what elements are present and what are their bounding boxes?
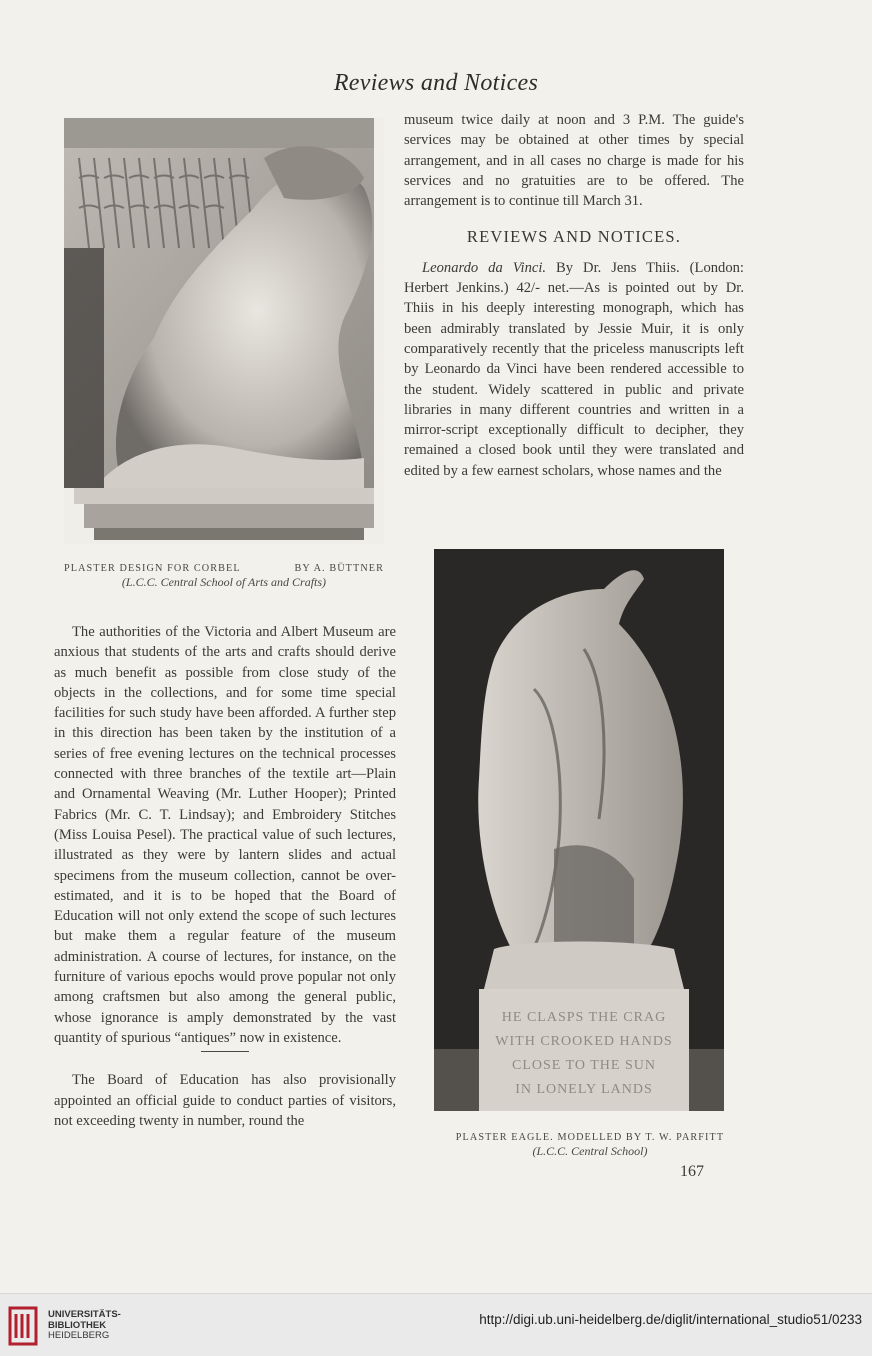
- library-line-3: HEIDELBERG: [48, 1330, 110, 1341]
- section-heading: REVIEWS AND NOTICES.: [466, 227, 682, 247]
- review-paragraph: [404, 258, 744, 481]
- inscription-line-2: WITH CROOKED HANDS: [495, 1034, 673, 1049]
- caption-eagle-title: PLASTER EAGLE. MODELLED BY T. W. PARFITT: [455, 1132, 725, 1143]
- inscription-line-4: IN LONELY LANDS: [515, 1082, 653, 1097]
- section-rule: [201, 1051, 249, 1052]
- caption-eagle: [420, 1132, 760, 1159]
- library-line-1: UNIVERSITÄTS-: [48, 1309, 121, 1320]
- caption-corbel-artist: BY A. BÜTTNER: [294, 563, 384, 574]
- corbel-sculpture-illustration: [64, 118, 384, 544]
- source-url-link[interactable]: http://digi.ub.uni-heidelberg.de/diglit/international_studio51/0233: [479, 1312, 862, 1327]
- review-title: Leonardo da Vinci.: [422, 259, 547, 276]
- library-line-2: BIBLIOTHEK: [48, 1319, 107, 1331]
- plate-corbel-image: [64, 118, 384, 544]
- inscription-line-1: HE CLASPS THE CRAG: [501, 1010, 667, 1025]
- eagle-sculpture-illustration: [434, 549, 724, 1111]
- caption-corbel-title: PLASTER DESIGN FOR CORBEL: [64, 563, 241, 574]
- library-name[interactable]: [48, 1310, 121, 1342]
- caption-eagle-school: (L.C.C. Central School): [532, 1144, 648, 1158]
- museum-paragraph: The authorities of the Victoria and Albert Museum are anxious that students of the arts and crafts should derive as much benefit as possible from close study of the objects in the collections, and for some time special facilities for such study have been afforded. A further step in this direction has been taken by the institution of a series of free evening lectures on the technical processes connected with three branches of the textile art—Plain and Ornamental Weaving (Mr. Luther Hooper); Printed Fabrics (Mr. C. T. Lindsay); and Embroidery Stitches (Miss Louisa Pesel). The practical value of such lectures, illustrated as they were by lantern slides and actual specimens from the museum collection, cannot be over-estimated, and it is to be hoped that the Board of Education will not only extend the scope of such lectures but make them a regular feature of the museum administration. A course of lectures, for instance, on the furniture of various epochs would prove popular not only among craftsmen but also among the general public, whose ignorance is amply demonstrated by the vast quantity of spurious “antiques” now in existence.: [54, 624, 396, 1046]
- page-number: 167: [680, 1163, 704, 1180]
- right-column-top: [404, 110, 744, 481]
- library-logo-icon[interactable]: [8, 1306, 38, 1346]
- guide-paragraph: The Board of Education has also provisionally appointed an official guide to conduct parties of visitors, not exceeding twenty in number, round the: [54, 1072, 396, 1129]
- left-column-body: [54, 622, 396, 1131]
- caption-corbel-school: (L.C.C. Central School of Arts and Crafts): [121, 575, 327, 589]
- right-continued-paragraph: museum twice daily at noon and 3 P.M. The guide's services may be obtained at other times by special arrangement, and in all cases no charge is made for his services and no gratuities are to be offered. The arrangement is to continue till March 31.: [404, 112, 744, 210]
- caption-corbel: [64, 563, 384, 590]
- review-text: By Dr. Jens Thiis. (London: Herbert Jenkins.) 42/- net.—As is pointed out by Dr. Thiis in his deeply interesting monograph, which has been admirably translated by Jessie Muir, it is only comparatively recently that the priceless manuscripts left by Leonardo da Vinci have been rendered accessible to the student. Widely scattered in public and private libraries in many different countries and written in a mirror-script exceptionally difficult to decipher, they remained a closed book until they were translated and edited by a few earnest scholars, whose names and the: [404, 259, 744, 479]
- running-head: Reviews and Notices: [333, 70, 539, 96]
- viewer-footer: [0, 1293, 872, 1356]
- plate-eagle-image: [434, 549, 724, 1111]
- inscription-line-3: CLOSE TO THE SUN: [512, 1058, 656, 1073]
